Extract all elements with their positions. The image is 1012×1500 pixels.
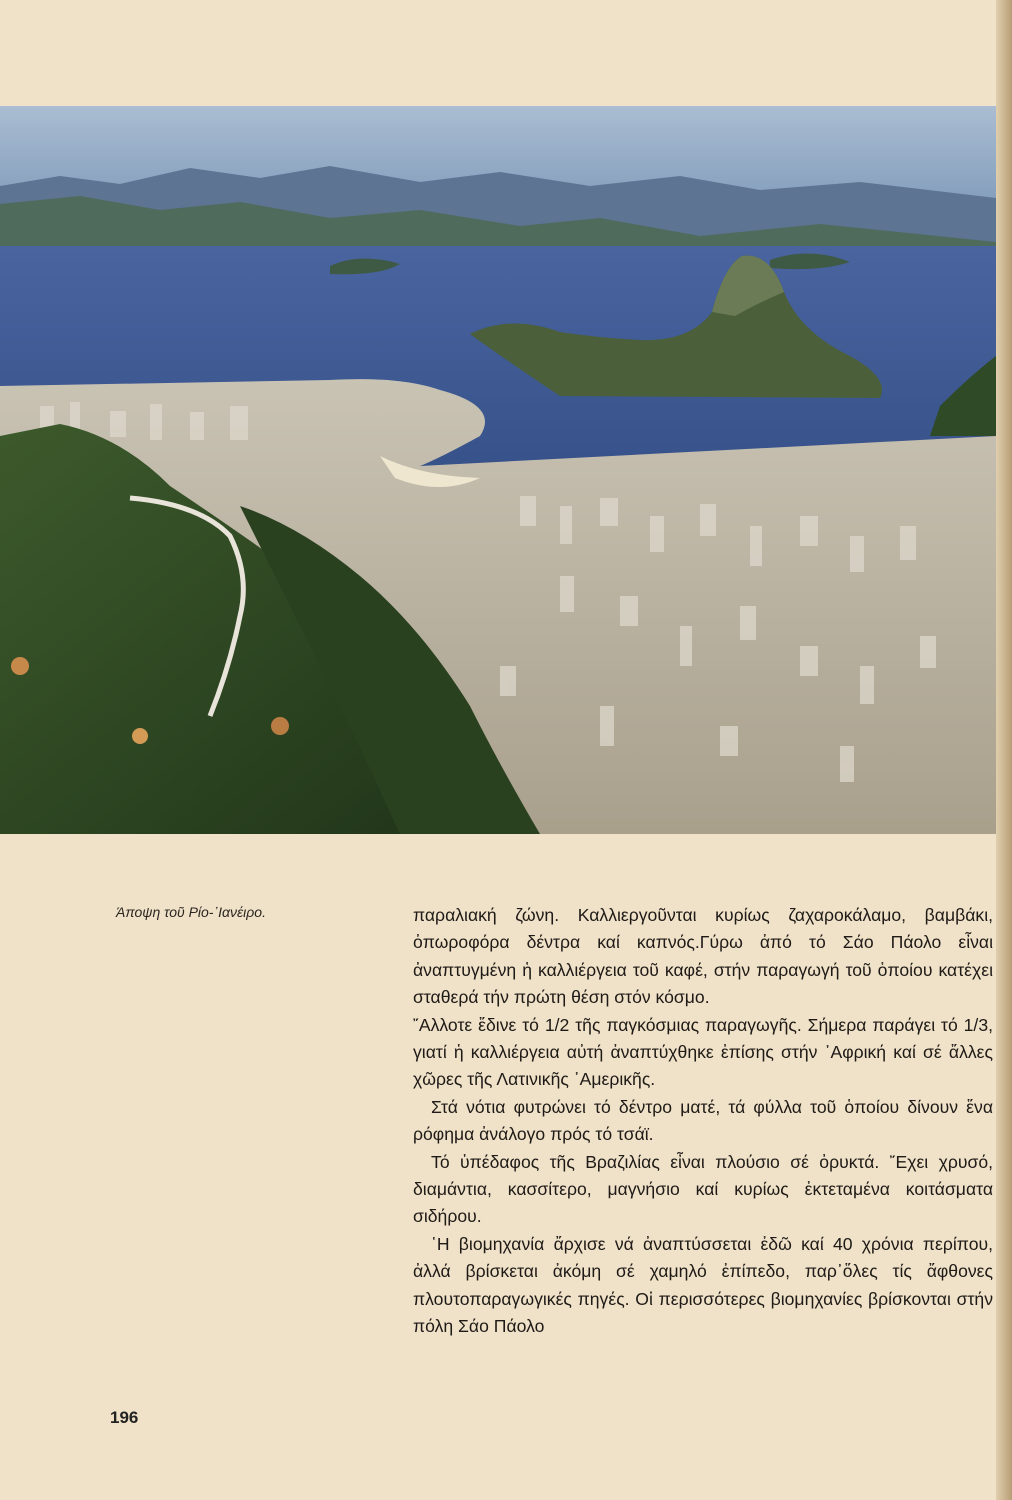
paragraph: ῾Η βιομηχανία ἄρχισε νά ἀναπτύσσεται ἐδῶ καί 40 χρόνια περίπου, ἀλλά βρίσκεται ἀκόμη σέ χαμηλό ἐπίπεδο, παρ᾿ὅλες τίς ἄφθονες πλουτοπαραγωγικές πηγές. Οἱ περισσότερες βιομηχανίες βρίσκονται στήν πόλη Σάο Πάολο xyxy=(413,1233,993,1337)
paragraph: Τό ὑπέδαφος τῆς Βραζιλίας εἶναι πλούσιο σέ ὀρυκτά. ῎Εχει χρυσό, διαμάντια, κασσίτερο, μαγνήσιο καί κυρίως ἐκτεταμένα κοιτάσματα σιδήρου. xyxy=(413,1151,993,1227)
photo-caption: Άποψη τοῦ Ρίο-᾿Ιανέιρο. xyxy=(116,904,266,920)
body-text xyxy=(413,902,993,1341)
rio-photo-illustration xyxy=(0,106,996,834)
page-number: 196 xyxy=(110,1408,139,1427)
paragraph: ῎Αλλοτε ἔδινε τό 1/2 τῆς παγκόσμιας παραγωγῆς. Σήμερα παράγει τό 1/3, γιατί ἡ καλλιέργεια αὐτή ἀναπτύχθηκε ἐπίσης στήν ᾿Αφρική καί σέ ἄλλες χῶρες τῆς Λατινικῆς ᾿Αμερικῆς. xyxy=(413,1014,993,1090)
rio-photo xyxy=(0,106,996,834)
page-edge xyxy=(996,0,1012,1500)
paragraph: Στά νότια φυτρώνει τό δέντρο ματέ, τά φύλλα τοῦ ὁποίου δίνουν ἕνα ρόφημα ἀνάλογο πρός τό τσάϊ. xyxy=(413,1096,993,1145)
paragraph: παραλιακή ζώνη. Καλλιεργοῦνται κυρίως ζαχαροκάλαμο, βαμβάκι, ὀπωροφόρα δέντρα καί καπνός.Γύρω ἀπό τό Σάο Πάολο εἶναι ἀναπτυγμένη ἡ καλλιέργεια τοῦ καφέ, στήν παραγωγή τοῦ ὁποίου κατέχει σταθερά τήν πρώτη θέση στόν κόσμο. xyxy=(413,905,993,1008)
